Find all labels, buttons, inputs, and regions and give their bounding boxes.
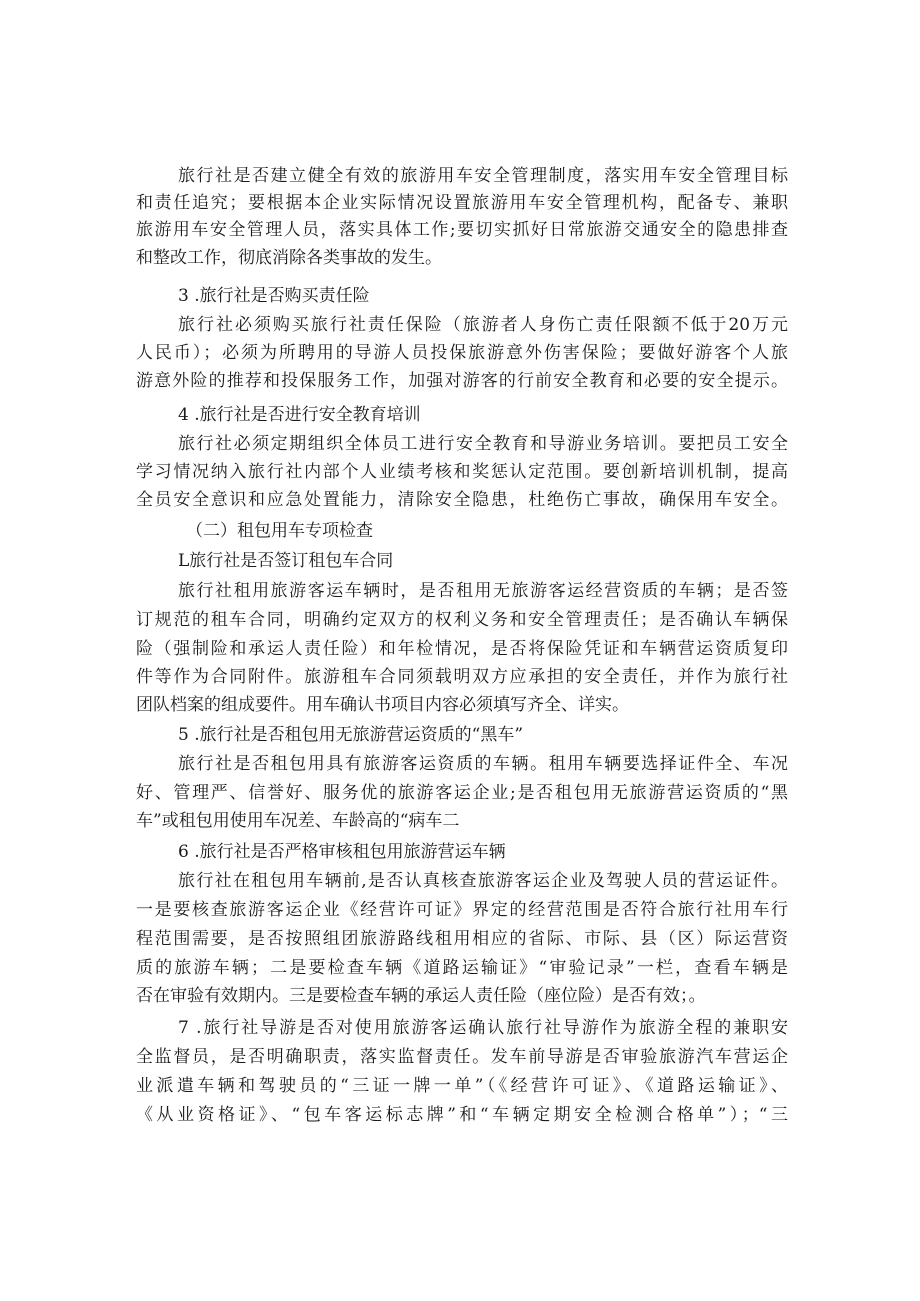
paragraph-line: 旅行社是否租包用具有旅游客运资质的车辆。租用车辆要选择证件全、车况 [178, 754, 788, 774]
paragraph-line: 险（强制险和承运人责任险）和年检情况，是否将保险凭证和车辆营运资质复印 [136, 639, 788, 659]
paragraph-line: 学习情况纳入旅行社内部个人业绩考核和奖惩认定范围。要创新培训机制，提高 [136, 462, 788, 482]
paragraph-line: 好、管理严、信誉好、服务优的旅游客运企业;是否租包用无旅游营运资质的“黑 [136, 783, 788, 803]
paragraph-line: 一是要核查旅游客运企业《经营许可证》界定的经营范围是否符合旅行社用车行 [136, 900, 788, 920]
section-heading-3: 3 .旅行社是否购买责任险 [178, 286, 370, 306]
paragraph-line: 旅行社必须购买旅行社责任保险（旅游者人身伤亡责任限额不低于20万元 [178, 315, 788, 335]
section-heading-5: 5 .旅行社是否租包用无旅游营运资质的“黑车” [178, 725, 524, 745]
paragraph-line: 旅游用车安全管理人员，落实具体工作;要切实抓好日常旅游交通安全的隐患排查 [136, 220, 788, 240]
paragraph-line: 和责任追究；要根据本企业实际情况设置旅游用车安全管理机构，配备专、兼职 [136, 193, 788, 213]
paragraph-line: 程范围需要，是否按照组团旅游路线租用相应的省际、市际、县（区）际运营资 [136, 929, 788, 949]
paragraph-line: 订规范的租车合同，明确约定双方的权利义务和安全管理责任；是否确认车辆保 [136, 610, 788, 630]
paragraph-line: 旅行社必须定期组织全体员工进行安全教育和导游业务培训。要把员工安全 [178, 434, 788, 454]
paragraph-line: 游意外险的推荐和投保服务工作，加强对游客的行前安全教育和必要的安全提示。 [136, 371, 788, 391]
section-heading-4: 4 .旅行社是否进行安全教育培训 [178, 405, 421, 425]
paragraph-line: 团队档案的组成要件。用车确认书项目内容必须填写齐全、详实。 [136, 695, 629, 715]
paragraph-line: 人民币）；必须为所聘用的导游人员投保旅游意外伤害保险；要做好游客个人旅 [136, 343, 788, 363]
paragraph-line: 旅行社在租包用车辆前,是否认真核查旅游客运企业及驾驶人员的营运证件。 [178, 871, 788, 891]
paragraph-line: 全员安全意识和应急处置能力，清除安全隐患，杜绝伤亡事故，确保用车安全。 [136, 490, 788, 510]
subsection-heading: （二）租包用车专项检查 [186, 521, 373, 541]
paragraph-line: 旅行社是否建立健全有效的旅游用车安全管理制度，落实用车安全管理目标 [178, 166, 788, 186]
section-heading-1: L旅行社是否签订租包车合同 [178, 551, 394, 571]
paragraph-line: 《从业资格证》、“包车客运标志牌”和“车辆定期安全检测合格单”）；“三 [136, 1105, 788, 1125]
paragraph-line: 车”或租包用使用车况差、车龄高的“病车二 [136, 811, 460, 831]
paragraph-line: 全监督员，是否明确职责，落实监督责任。发车前导游是否审验旅游汽车营运企 [136, 1047, 788, 1067]
section-heading-6: 6 .旅行社是否严格审核租包用旅游营运车辆 [178, 842, 506, 862]
paragraph-line: 旅行社租用旅游客运车辆时，是否租用无旅游客运经营资质的车辆；是否签 [178, 581, 788, 601]
paragraph-line: 业派遣车辆和驾驶员的“三证一牌一单”（《经营许可证》、《道路运输证》、 [136, 1076, 788, 1096]
section-heading-7: 7 .旅行社导游是否对使用旅游客运确认旅行社导游作为旅游全程的兼职安 [178, 1018, 788, 1038]
paragraph-line: 和整改工作，彻底消除各类事故的发生。 [136, 248, 442, 268]
paragraph-line: 否在审验有效期内。三是要检查车辆的承运人责任险（座位险）是否有效；。 [136, 986, 706, 1006]
paragraph-line: 件等作为合同附件。旅游租车合同须载明双方应承担的安全责任，并作为旅行社 [136, 667, 788, 687]
paragraph-line: 质的旅游车辆；二是要检查车辆《道路运输证》“审验记录”一栏，查看车辆是 [136, 958, 788, 978]
